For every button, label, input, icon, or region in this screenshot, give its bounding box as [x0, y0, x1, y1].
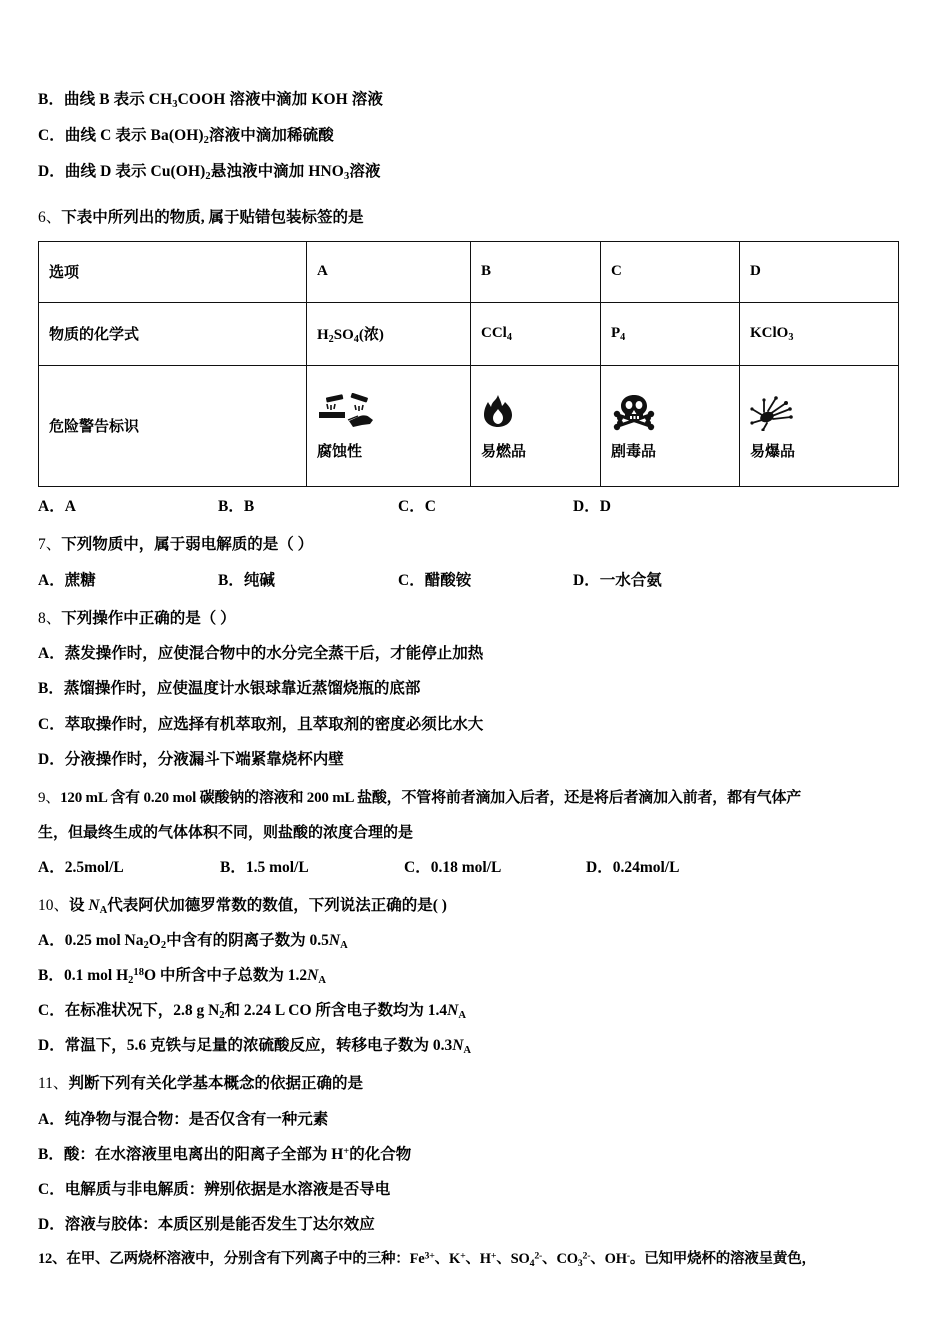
- q8-stem-text: 下列操作中正确的是（ ）: [61, 609, 236, 627]
- option-label-b: B．: [38, 91, 65, 108]
- q12-stem-post: 。已知甲烧杯的溶液呈黄色，: [629, 1251, 816, 1268]
- option-text-cont: 溶液中滴加稀硫酸: [209, 127, 334, 145]
- q8-number: 8、: [38, 609, 62, 627]
- q9-option-d: D．0.24mol/L: [586, 858, 680, 876]
- subscript: 4: [353, 334, 359, 346]
- ion-formula: $Fe^{3+}$: [409, 1250, 435, 1268]
- option-text: O: [148, 932, 161, 950]
- ion-separator: 、: [434, 1251, 449, 1268]
- q10-option-a: [38, 929, 912, 953]
- hazard-name-d: 易爆品: [750, 444, 796, 461]
- table-row-hazard-symbol: [39, 365, 899, 486]
- hazard-name-c: 剧毒品: [611, 444, 657, 461]
- option-text: 曲线 D 表示 Cu(OH): [64, 163, 206, 181]
- cell-option-d: D: [740, 241, 899, 302]
- q12-ion-list: [409, 1250, 630, 1270]
- subscript: 3: [172, 98, 178, 110]
- q12-stem: [38, 1248, 912, 1271]
- subscript: 2: [143, 940, 149, 952]
- q7-options: [38, 569, 912, 593]
- formula-part: P: [611, 325, 621, 342]
- subscript: 2: [160, 940, 167, 952]
- superscript-charge: -: [626, 1250, 630, 1262]
- ion-formula: $CO_3^{2-}$: [556, 1250, 591, 1270]
- ion-formula: H+: [479, 1250, 497, 1268]
- subscript-2: 3: [343, 170, 350, 182]
- cell-formula-d: [740, 302, 899, 365]
- q10-number: 10、: [38, 896, 70, 914]
- superscript-charge: +: [460, 1250, 466, 1262]
- hazard-name-b: 易燃品: [481, 444, 527, 461]
- subscript: A: [318, 975, 326, 987]
- q7-option-b: B．纯碱: [218, 571, 275, 589]
- subscript: 2: [328, 334, 334, 346]
- q9-stem-line1: [38, 786, 912, 810]
- ion-formula: $SO_4^{2-}$: [510, 1250, 543, 1270]
- subscript: 2: [205, 170, 211, 182]
- superscript-charge: 2-: [534, 1250, 543, 1262]
- subscript: A: [463, 1045, 472, 1057]
- q7-option-a: A．蔗糖: [38, 571, 96, 589]
- q7-option-d: D．一水合氨: [573, 571, 662, 589]
- q8-option-b: B．蒸馏操作时，应使温度计水银球靠近蒸馏烧瓶的底部: [38, 680, 421, 698]
- option-text: O 中所含中子总数为 1.2: [143, 967, 308, 985]
- q6-answer-options: [38, 495, 912, 519]
- q6-answer-b: B．B: [218, 497, 255, 515]
- ion-separator: 、: [542, 1251, 557, 1268]
- option-text: 和 2.24 L CO 所含电子数均为 1.4: [224, 1002, 448, 1020]
- ion-formula: OH-: [604, 1250, 630, 1268]
- ion-separator: 、: [590, 1251, 605, 1268]
- superscript-charge: 2-: [582, 1250, 591, 1262]
- cell-formula-c: [601, 302, 740, 365]
- q8-option-a: A．蒸发操作时，应使混合物中的水分完全蒸干后，才能停止加热: [38, 645, 484, 663]
- ion-separator: 、: [465, 1251, 480, 1268]
- option-text: 曲线 B 表示 CH: [64, 91, 173, 108]
- hazard-name-a: 腐蚀性: [317, 444, 363, 461]
- hazard-label-table: [38, 241, 899, 487]
- formula-part: CCl: [481, 325, 507, 342]
- ion-separator: 、: [496, 1251, 511, 1268]
- avogadro-symbol: N: [452, 1037, 464, 1055]
- q10-stem: [38, 894, 912, 919]
- subscript: 4: [620, 332, 626, 344]
- subscript: 2: [219, 1010, 225, 1022]
- subscript: 2: [128, 975, 134, 987]
- cell-option-header: 选项: [39, 241, 307, 302]
- explosive-burst-icon: [750, 390, 800, 434]
- q7-stem-text: 下列物质中，属于弱电解质的是（ ）: [61, 535, 314, 553]
- q5-option-c: [38, 124, 912, 148]
- subscript: A: [458, 1010, 466, 1022]
- q7-number: 7、: [38, 535, 62, 553]
- superscript-charge: +: [343, 1146, 350, 1158]
- option-text-cont: COOH 溶液中滴加 KOH 溶液: [177, 91, 383, 108]
- q7-stem: [38, 533, 912, 558]
- q8-option-c: C．萃取操作时，应选择有机萃取剂，且萃取剂的密度必须比水大: [38, 715, 484, 733]
- q6-answer-d: D．D: [573, 497, 611, 515]
- q11-number: 11、: [38, 1075, 69, 1093]
- page-content: [38, 88, 912, 1271]
- option-text: 0.1 mol H: [64, 967, 129, 985]
- cell-symbol-b: [471, 365, 601, 486]
- q10-stem-pre: 设: [69, 896, 89, 914]
- formula-part: H: [317, 327, 329, 344]
- cell-option-b: B: [471, 241, 601, 302]
- cell-formula-b: [471, 302, 601, 365]
- cell-formula-header: 物质的化学式: [39, 302, 307, 365]
- avogadro-symbol: N: [88, 896, 100, 914]
- corrosive-icon: [317, 390, 377, 434]
- q7-option-c: C．醋酸铵: [398, 571, 472, 589]
- option-label-b: B．: [38, 967, 64, 985]
- q10-stem-post: 代表阿伏加德罗常数的数值，下列说法正确的是( ): [107, 896, 447, 914]
- q9-number: 9、: [38, 789, 61, 806]
- subscript: A: [340, 940, 348, 952]
- q6-number: 6、: [38, 209, 62, 227]
- avogadro-symbol: N: [307, 967, 319, 985]
- q10-option-c: [38, 999, 912, 1023]
- subscript: 4: [529, 1258, 535, 1270]
- option-text-cont: 悬浊液中滴加 HNO: [210, 163, 344, 181]
- subscript: 3: [788, 332, 794, 344]
- ion-formula: K+: [448, 1250, 466, 1268]
- q11-option-c: C．电解质与非电解质：辨别依据是水溶液是否导电: [38, 1181, 391, 1199]
- q8-stem: [38, 607, 912, 632]
- cell-symbol-d: [740, 365, 899, 486]
- option-text: 中含有的阴离子数为 0.5: [166, 932, 329, 950]
- q6-stem-text: 下表中所列出的物质, 属于贴错包装标签的是: [61, 209, 364, 227]
- q12-stem-pre: 在甲、乙两烧杯溶液中，分别含有下列离子中的三种：: [66, 1251, 410, 1268]
- avogadro-symbol: N: [328, 932, 341, 950]
- cell-symbol-header: 危险警告标识: [39, 365, 307, 486]
- option-text: 在标准状况下，2.8 g N: [64, 1002, 220, 1020]
- avogadro-symbol: N: [447, 1002, 459, 1020]
- option-text: 的化合物: [349, 1146, 412, 1164]
- q9-option-a: A．2.5mol/L: [38, 858, 124, 876]
- formula-part: SO: [333, 327, 354, 344]
- superscript-mass-number: 18: [133, 967, 144, 979]
- q11-stem: [38, 1072, 912, 1097]
- q6-stem: [38, 206, 912, 231]
- q11-option-b: [38, 1143, 912, 1167]
- option-label-a: A．: [38, 932, 65, 950]
- option-label-c: C．: [38, 127, 65, 145]
- option-label-d: D．: [38, 1037, 65, 1055]
- q11-stem-text: 判断下列有关化学基本概念的依据正确的是: [68, 1075, 363, 1093]
- superscript-charge: 3+: [424, 1250, 435, 1262]
- option-text: 曲线 C 表示 Ba(OH): [64, 127, 204, 145]
- cell-symbol-a: [307, 365, 471, 486]
- cell-option-a: A: [307, 241, 471, 302]
- option-text-end: 溶液: [349, 163, 381, 181]
- formula-part: (浓): [358, 327, 384, 344]
- option-text: B．酸：在水溶液里电离出的阳离子全部为 H: [38, 1146, 344, 1164]
- q5-option-d: [38, 160, 912, 184]
- subscript: 2: [203, 134, 210, 146]
- q6-answer-a: A．A: [38, 497, 76, 515]
- cell-option-c: C: [601, 241, 740, 302]
- option-text: 常温下，5.6 克铁与足量的浓硫酸反应，转移电子数为 0.3: [64, 1037, 453, 1055]
- option-label-d: D．: [38, 163, 65, 181]
- subscript: 3: [577, 1258, 583, 1270]
- option-label-c: C．: [38, 1002, 65, 1020]
- formula-part: KClO: [750, 325, 789, 342]
- q5-option-b: [38, 88, 912, 112]
- table-row-formula: [39, 302, 899, 365]
- toxic-skull-icon: [611, 390, 657, 434]
- q9-stem-text-1: 120 mL 含有 0.20 mol 碳酸钠的溶液和 200 mL 盐酸，不管将前者滴加入后者，还是将后者滴加入前者，都有气体产: [60, 789, 802, 806]
- subscript: 4: [506, 332, 512, 344]
- q9-options: [38, 856, 912, 880]
- subscript: A: [99, 904, 108, 916]
- q11-option-d: D．溶液与胶体：本质区别是能否发生丁达尔效应: [38, 1216, 375, 1234]
- q10-option-d: [38, 1034, 912, 1058]
- q8-option-d: D．分液操作时，分液漏斗下端紧靠烧杯内壁: [38, 750, 344, 768]
- q9-option-c: C．0.18 mol/L: [404, 858, 502, 876]
- q6-answer-c: C．C: [398, 497, 436, 515]
- flammable-flame-icon: [481, 390, 515, 434]
- q11-option-a: A．纯净物与混合物：是否仅含有一种元素: [38, 1111, 329, 1129]
- q10-option-b: [38, 964, 912, 988]
- option-text: 0.25 mol Na: [64, 932, 144, 950]
- cell-symbol-c: [601, 365, 740, 486]
- table-row-option: [39, 241, 899, 302]
- superscript-charge: +: [490, 1250, 497, 1262]
- q12-number: 12、: [38, 1251, 67, 1268]
- q9-stem-line2: 生，但最终生成的气体体积不同，则盐酸的浓度合理的是: [38, 824, 414, 841]
- cell-formula-a: [307, 302, 471, 365]
- q9-option-b: B．1.5 mol/L: [220, 858, 309, 876]
